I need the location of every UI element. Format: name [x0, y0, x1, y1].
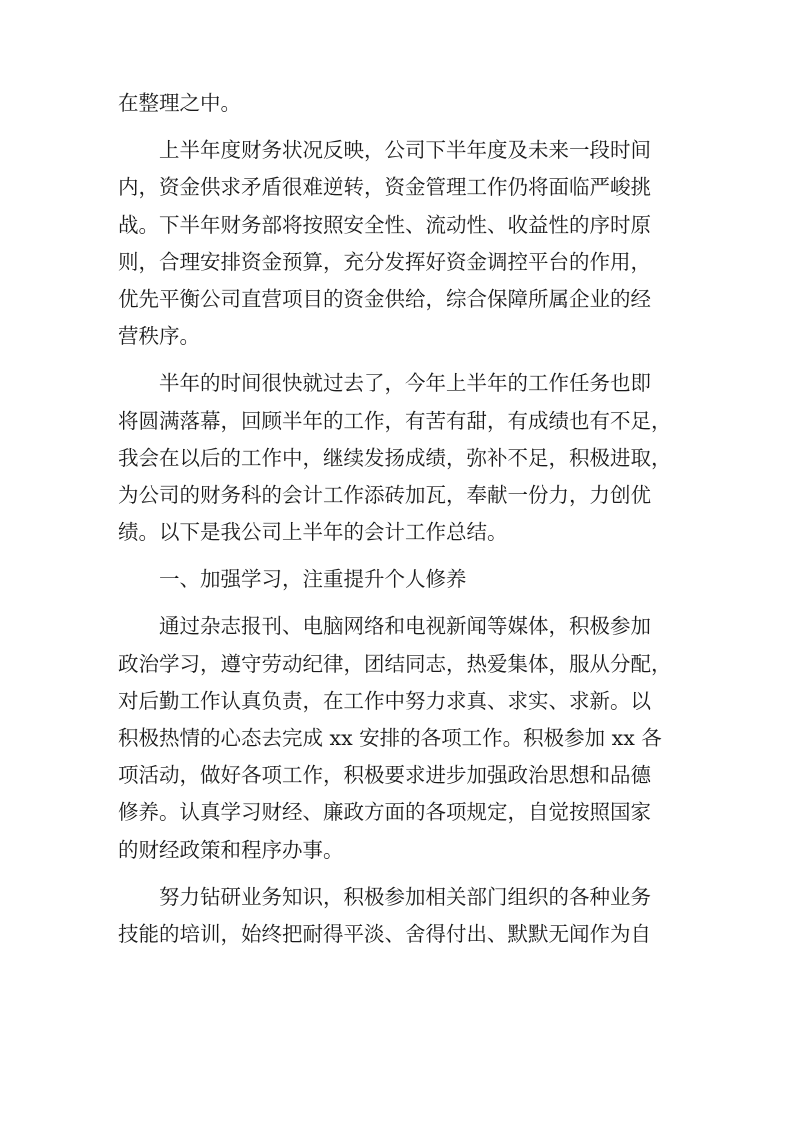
paragraph-gap	[118, 355, 678, 365]
paragraph	[118, 365, 678, 551]
paragraph-line: 技能的培训，始终把耐得平淡、舍得付出、默默无闻作为自	[118, 921, 651, 946]
paragraph-line: 半年的时间很快就过去了，今年上半年的工作任务也即	[159, 371, 651, 396]
paragraph-line: 内，资金供求矛盾很难逆转，资金管理工作仍将面临严峻挑	[118, 175, 651, 200]
section-heading-line: 一、加强学习，注重提升个人修养	[159, 567, 467, 592]
paragraph	[118, 132, 678, 355]
section-heading	[118, 561, 678, 598]
paragraph-line: 的财经政策和程序办事。	[118, 837, 344, 862]
paragraph-gap	[118, 598, 678, 608]
paragraph-line: 我会在以后的工作中，继续发扬成绩，弥补不足，积极进取，	[118, 445, 672, 470]
paragraph-line: 努力钻研业务知识，积极参加相关部门组织的各种业务	[159, 884, 651, 909]
paragraph-line: 优先平衡公司直营项目的资金供给，综合保障所属企业的经	[118, 286, 651, 311]
paragraph	[118, 608, 678, 868]
paragraph-line: 通过杂志报刊、电脑网络和电视新闻等媒体，积极参加	[159, 614, 651, 639]
paragraph-line: 项活动，做好各项工作，积极要求进步加强政治思想和品德	[118, 763, 651, 788]
paragraph-gap	[118, 551, 678, 561]
paragraph	[118, 879, 678, 953]
paragraph-line: 则，合理安排资金预算，充分发挥好资金调控平台的作用，	[118, 249, 651, 274]
paragraph-gap	[118, 122, 678, 132]
paragraph-line: 政治学习，遵守劳动纪律，团结同志，热爱集体，服从分配，	[118, 651, 672, 676]
paragraph-line: 绩。以下是我公司上半年的会计工作总结。	[118, 520, 508, 545]
paragraph-line: 积极热情的心态去完成 xx 安排的各项工作。积极参加 xx 各	[118, 726, 662, 750]
paragraph	[118, 85, 678, 122]
paragraph-line: 在整理之中。	[118, 91, 241, 115]
paragraph-line: 将圆满落幕，回顾半年的工作，有苦有甜，有成绩也有不足，	[118, 408, 672, 433]
document-body	[118, 85, 678, 953]
paragraph-line: 对后勤工作认真负责，在工作中努力求真、求实、求新。以	[118, 688, 651, 713]
paragraph-line: 为公司的财务科的会计工作添砖加瓦，奉献一份力，力创优	[118, 482, 651, 507]
paragraph-line: 修养。认真学习财经、廉政方面的各项规定，自觉按照国家	[118, 800, 651, 825]
paragraph-line: 战。下半年财务部将按照安全性、流动性、收益性的序时原	[118, 212, 651, 237]
paragraph-gap	[118, 869, 678, 879]
paragraph-line: 营秩序。	[118, 324, 200, 349]
paragraph-line: 上半年度财务状况反映，公司下半年度及未来一段时间	[159, 138, 651, 163]
